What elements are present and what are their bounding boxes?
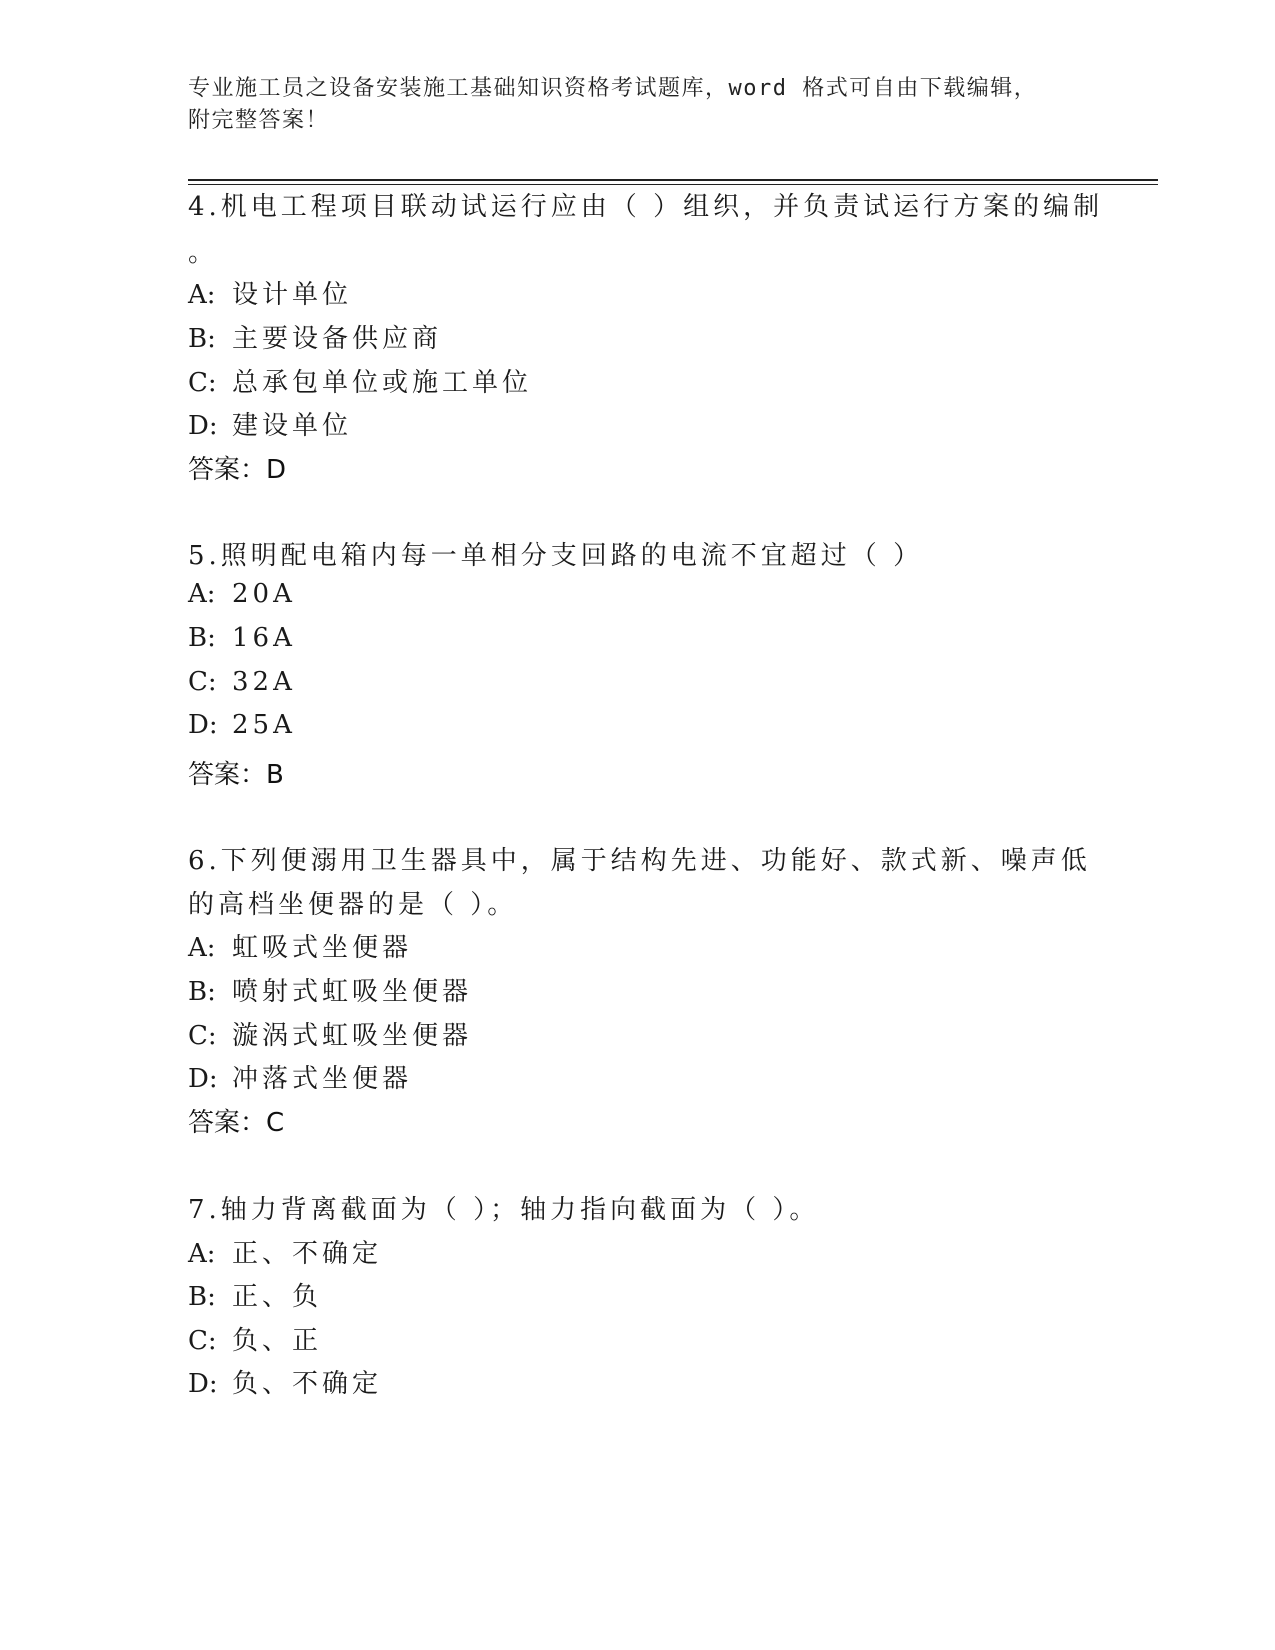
option-text: 虹吸式坐便器 — [232, 933, 413, 963]
question-stem: 5.照明配电箱内每一单相分支回路的电流不宜超过（ ） — [188, 541, 924, 571]
answer-label: 答案：B — [188, 760, 284, 790]
option-text: 负、正 — [232, 1326, 323, 1356]
option-text: 32A — [232, 667, 296, 697]
document-header — [188, 73, 1088, 137]
option-letter: A: — [188, 1239, 216, 1269]
header-divider-thin — [188, 184, 1158, 185]
question-stem: 7.轴力背离截面为（ ）；轴力指向截面为（ ）。 — [188, 1195, 820, 1225]
option-text: 漩涡式虹吸坐便器 — [232, 1021, 473, 1051]
option-b — [188, 971, 472, 1008]
option-text: 负、不确定 — [232, 1369, 383, 1399]
option-c — [188, 362, 532, 399]
option-letter: D: — [188, 1369, 218, 1399]
option-a — [188, 927, 412, 964]
option-a — [188, 1233, 382, 1270]
question-stem-continued: 的高档坐便器的是（ ）。 — [188, 890, 518, 920]
option-c — [188, 1015, 472, 1052]
option-d — [188, 405, 352, 442]
header-divider-thick — [188, 179, 1158, 181]
option-text: 正、负 — [232, 1282, 323, 1312]
option-text: 正、不确定 — [232, 1239, 383, 1269]
answer-label: 答案：C — [188, 1108, 285, 1138]
option-d — [188, 1363, 382, 1400]
option-letter: A: — [188, 280, 216, 310]
option-letter: C: — [188, 1326, 217, 1356]
option-letter: A: — [188, 579, 216, 609]
option-text: 设计单位 — [232, 280, 353, 310]
option-text: 建设单位 — [232, 411, 353, 441]
option-letter: C: — [188, 667, 217, 697]
option-text: 16A — [232, 623, 296, 653]
option-text: 25A — [232, 710, 296, 740]
option-letter: C: — [188, 1021, 217, 1051]
option-text: 喷射式虹吸坐便器 — [232, 977, 473, 1007]
option-letter: D: — [188, 1064, 218, 1094]
option-a — [188, 579, 296, 609]
option-letter: B: — [188, 623, 216, 653]
option-letter: B: — [188, 1282, 216, 1312]
question-stem-continued: 。 — [188, 238, 219, 268]
option-b — [188, 1276, 322, 1313]
option-d — [188, 710, 296, 740]
option-letter: A: — [188, 933, 216, 963]
option-b — [188, 318, 442, 355]
header-line-1: 专业施工员之设备安装施工基础知识资格考试题库，word 格式可自由下载编辑， — [188, 76, 1038, 101]
option-text: 20A — [232, 579, 296, 609]
option-letter: D: — [188, 710, 218, 740]
option-text: 冲落式坐便器 — [232, 1064, 413, 1094]
option-a — [188, 274, 352, 311]
question-stem: 4.机电工程项目联动试运行应由（ ）组织，并负责试运行方案的编制 — [188, 192, 1104, 222]
answer-label: 答案：D — [188, 455, 287, 485]
option-letter: B: — [188, 324, 216, 354]
option-text: 主要设备供应商 — [232, 324, 443, 354]
option-b — [188, 623, 296, 653]
option-c — [188, 1320, 322, 1357]
option-letter: D: — [188, 411, 218, 441]
option-letter: C: — [188, 368, 217, 398]
option-d — [188, 1058, 412, 1095]
option-letter: B: — [188, 977, 216, 1007]
option-text: 总承包单位或施工单位 — [232, 368, 533, 398]
option-c — [188, 667, 296, 697]
question-stem: 6.下列便溺用卫生器具中，属于结构先进、功能好、款式新、噪声低 — [188, 846, 1091, 876]
header-line-2: 附完整答案！ — [188, 108, 330, 133]
